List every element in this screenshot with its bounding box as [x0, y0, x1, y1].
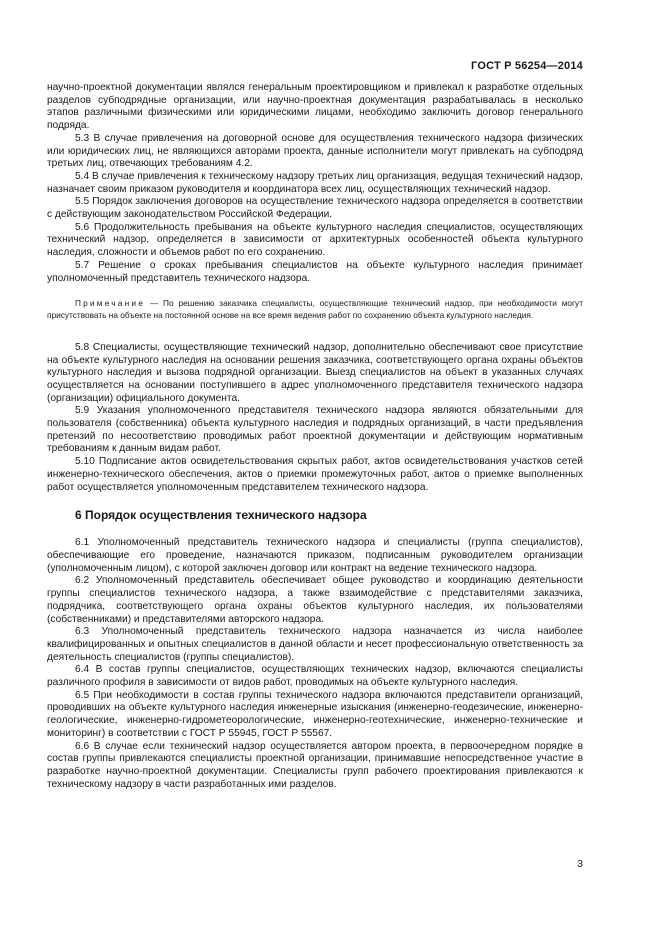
spacer: [47, 321, 583, 342]
paragraph-5-8: 5.8 Специалисты, осуществляющие технический надзор, дополнительно обеспечивают свое присутствие на объекте культурного наследия на основании решения заказчика, соответствующего органа охраны объектов культурного наследия и вызова подрядной организации. Выезд специалистов на объект в указанных случаях осуществляется на основании поступившего в адрес уполномоченного представителя технического надзора (организации) официального документа.: [47, 341, 583, 404]
paragraph-5-5: 5.5 Порядок заключения договоров на осуществление технического надзора определяется в соответствии с действующим законодательством Российской Федерации.: [47, 196, 583, 221]
paragraph-6-4: 6.4 В состав группы специалистов, осуществляющих технических надзор, включаются специалисты различного профиля в зависимости от видов работ, проводимых на объекте культурного наследия.: [47, 664, 583, 689]
paragraph-6-5: 6.5 При необходимости в состав группы технического надзора включаются представители организаций, проводивших на объекте культурного наследия инженерные изыскания (инженерно-геодезические, инженерно-геологические, инженерно-гидрометеорологические, инженерно-геотехнические, инженерно-технические и мониторинг) в соответствии с ГОСТ Р 55945, ГОСТ Р 55567.: [47, 689, 583, 739]
document-body: [47, 82, 583, 791]
paragraph-6-2: 6.2 Уполномоченный представитель обеспечивает общее руководство и координацию деятельности группы специалистов технического надзора, а также взаимодействие с представителями заказчика, подрядчика, соответствующего органа охраны объектов культурного наследия, их пользователями (собственниками) и представителями авторского надзора.: [47, 575, 583, 625]
page-number: 3: [577, 858, 583, 870]
section-6-heading: 6 Порядок осуществления технического надзора: [75, 508, 367, 523]
paragraph-5-6: 5.6 Продолжительность пребывания на объекте культурного наследия специалистов, осуществляющих технический надзор, определяется в зависимости от архитектурных особенностей объекта культурного наследия, сложности и объемов работ по его сохранению.: [47, 221, 583, 259]
paragraph-5-3: 5.3 В случае привлечения на договорной основе для осуществления технического надзора физических или юридических лиц, не являющихся авторами проекта, данные исполнители могут привлекать на субподряд третьих лиц, отвечающих требованиям 4.2.: [47, 132, 583, 170]
note-label: Примечание: [75, 298, 146, 309]
paragraph-5-4: 5.4 В случае привлечения к техническому надзору третьих лиц организация, ведущая технический надзор, назначает своим приказом руководителя и координатора всех лиц, осуществляющих технический надзор.: [47, 170, 583, 195]
paragraph-5-2-continued: научно-проектной документации являлся генеральным проектировщиком и привлекал к разработке отдельных разделов субподрядные организации, или научно-проектная документация разрабатывалась в несколько этапов различными физическими или юридическими лицами, необходимо заключить договор генерального подряда.: [47, 82, 583, 132]
note-text: — По решению заказчика специалисты, осуществляющие технический надзор, при необходимости могут присутствовать на объекте на постоянной основе на все время ведения работ по сохранению объекта культурного наследия.: [47, 298, 583, 320]
paragraph-5-7: 5.7 Решение о сроках пребывания специалистов на объекте культурного наследия принимает уполномоченный представитель технического надзора.: [47, 259, 583, 284]
paragraph-6-1: 6.1 Уполномоченный представитель технического надзора и специалисты (группа специалистов), обеспечивающие его проведение, назначаются приказом, подписанным руководителем организации (уполномоченным лицом), с которой заключен договор или контракт на ведение технического надзора.: [47, 537, 583, 574]
paragraph-5-10: 5.10 Подписание актов освидетельствования скрытых работ, актов освидетельствования участков сетей инженерно-технического обеспечения, актов о приемки промежуточных работ, актов о приемке выполненных работ осуществляется уполномоченным представителем технического надзора.: [47, 456, 583, 493]
paragraph-6-6: 6.6 В случае если технический надзор осуществляется автором проекта, в первоочередном порядке в состав группы привлекаются специалисты проектной организации, принимавшие непосредственное участие в разработке научно-проектной документации. Специалисты групп рабочего проектирования привлекаются к техническому надзору в части разработанных ими разделов.: [47, 740, 583, 790]
paragraph-5-9: 5.9 Указания уполномоченного представителя технического надзора являются обязательными для пользователя (собственника) объекта культурного наследия и подрядных организаций, в части предъявления претензий по несоответствию проводимых работ проектной документации и действующим нормативным требованиям к данным видам работ.: [47, 405, 583, 455]
document-code: ГОСТ Р 56254—2014: [471, 60, 583, 72]
paragraph-6-3: 6.3 Уполномоченный представитель технического надзора назначается из числа наиболее квалифицированных и опытных специалистов в данной области и несет профессиональную ответственность за деятельность специалистов (группы специалистов).: [47, 626, 583, 663]
note-paragraph: [47, 298, 583, 321]
